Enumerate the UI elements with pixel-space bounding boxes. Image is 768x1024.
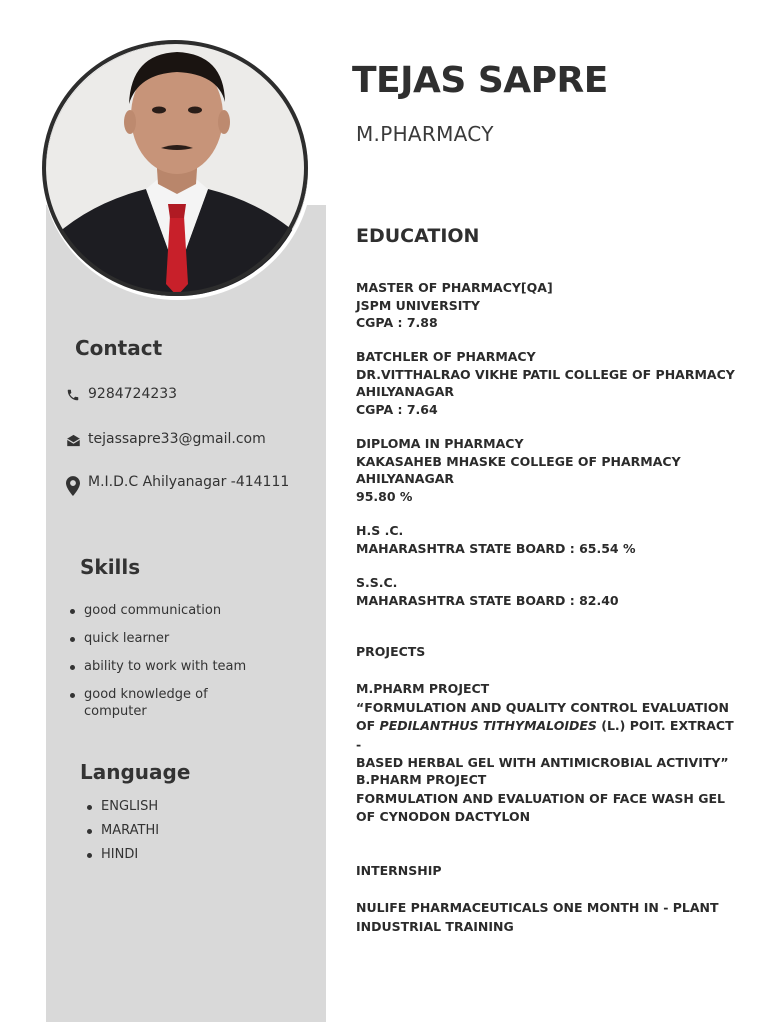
email-address: tejassapre33@gmail.com [88, 431, 266, 447]
language-item: HINDI [85, 846, 245, 863]
internship-heading: INTERNSHIP [356, 863, 442, 878]
education-line: MASTER OF PHARMACY[QA] [356, 280, 553, 295]
project-text: OF [356, 718, 380, 733]
skill-item: quick learner [68, 630, 268, 647]
education-line: S.S.C. [356, 575, 398, 590]
education-line: MAHARASHTRA STATE BOARD : 82.40 [356, 592, 619, 608]
education-line: DR.VITTHALRAO VIKHE PATIL COLLEGE OF PHARMACY [356, 366, 735, 382]
project-line: FORMULATION AND EVALUATION OF FACE WASH GEL [356, 790, 726, 806]
email-icon [62, 431, 84, 449]
internship-line: NULIFE PHARMACEUTICALS ONE MONTH IN - PLANT [356, 900, 719, 915]
project-text: (L.) POIT. EXTRACT - [356, 718, 734, 752]
education-entry-mpharm [356, 279, 736, 332]
education-line: JSPM UNIVERSITY [356, 297, 480, 313]
profile-photo [46, 44, 308, 296]
skills-heading: Skills [80, 555, 141, 579]
phone-number: 9284724233 [88, 386, 178, 402]
skills-list [68, 602, 268, 720]
education-heading: EDUCATION [356, 225, 480, 247]
project-title: M.PHARM PROJECT [356, 681, 490, 696]
education-line: MAHARASHTRA STATE BOARD : 65.54 % [356, 540, 636, 556]
bpharm-project [356, 771, 736, 827]
education-line: CGPA : 7.88 [356, 315, 438, 330]
address-text: M.I.D.C Ahilyanagar -414111 [88, 474, 290, 490]
language-item: MARATHI [85, 822, 245, 839]
education-line: DIPLOMA IN PHARMACY [356, 436, 524, 451]
education-line: 95.80 % [356, 488, 413, 504]
education-entry-hsc [356, 522, 736, 557]
project-line: BASED HERBAL GEL WITH ANTIMICROBIAL ACTIVITY” [356, 755, 729, 770]
education-line: H.S .C. [356, 523, 404, 538]
contact-email [62, 431, 266, 449]
project-line [356, 717, 741, 754]
contact-phone [62, 386, 177, 404]
contact-address [62, 474, 289, 498]
contact-heading: Contact [75, 336, 163, 360]
phone-icon [62, 386, 84, 404]
education-entry-ssc [356, 574, 736, 609]
project-title: B.PHARM PROJECT [356, 772, 487, 787]
education-line: BATCHLER OF PHARMACY [356, 349, 536, 364]
project-line: OF CYNODON DACTYLON [356, 809, 531, 824]
education-line: CGPA : 7.64 [356, 401, 438, 417]
projects-heading: PROJECTS [356, 644, 426, 659]
language-heading: Language [80, 760, 191, 784]
skill-item: ability to work with team [68, 658, 268, 675]
language-list [85, 798, 245, 863]
location-pin-icon [62, 474, 84, 498]
candidate-name: TEJAS SAPRE [352, 60, 608, 101]
education-line: AHILYANAGAR [356, 384, 455, 399]
species-name: PEDILANTHUS TITHYMALOIDES [379, 718, 597, 733]
mpharm-project [356, 680, 741, 773]
candidate-degree: M.PHARMACY [356, 122, 494, 146]
internship-detail [356, 899, 736, 936]
education-entry-diploma [356, 435, 736, 505]
education-entry-bpharm [356, 348, 736, 418]
education-line: AHILYANAGAR [356, 471, 455, 486]
internship-line: INDUSTRIAL TRAINING [356, 918, 514, 934]
education-line: KAKASAHEB MHASKE COLLEGE OF PHARMACY [356, 453, 681, 469]
skill-item: good communication [68, 602, 268, 619]
skill-item: good knowledge of computer [68, 686, 224, 720]
language-item: ENGLISH [85, 798, 245, 815]
project-line: “FORMULATION AND QUALITY CONTROL EVALUATION [356, 699, 730, 715]
